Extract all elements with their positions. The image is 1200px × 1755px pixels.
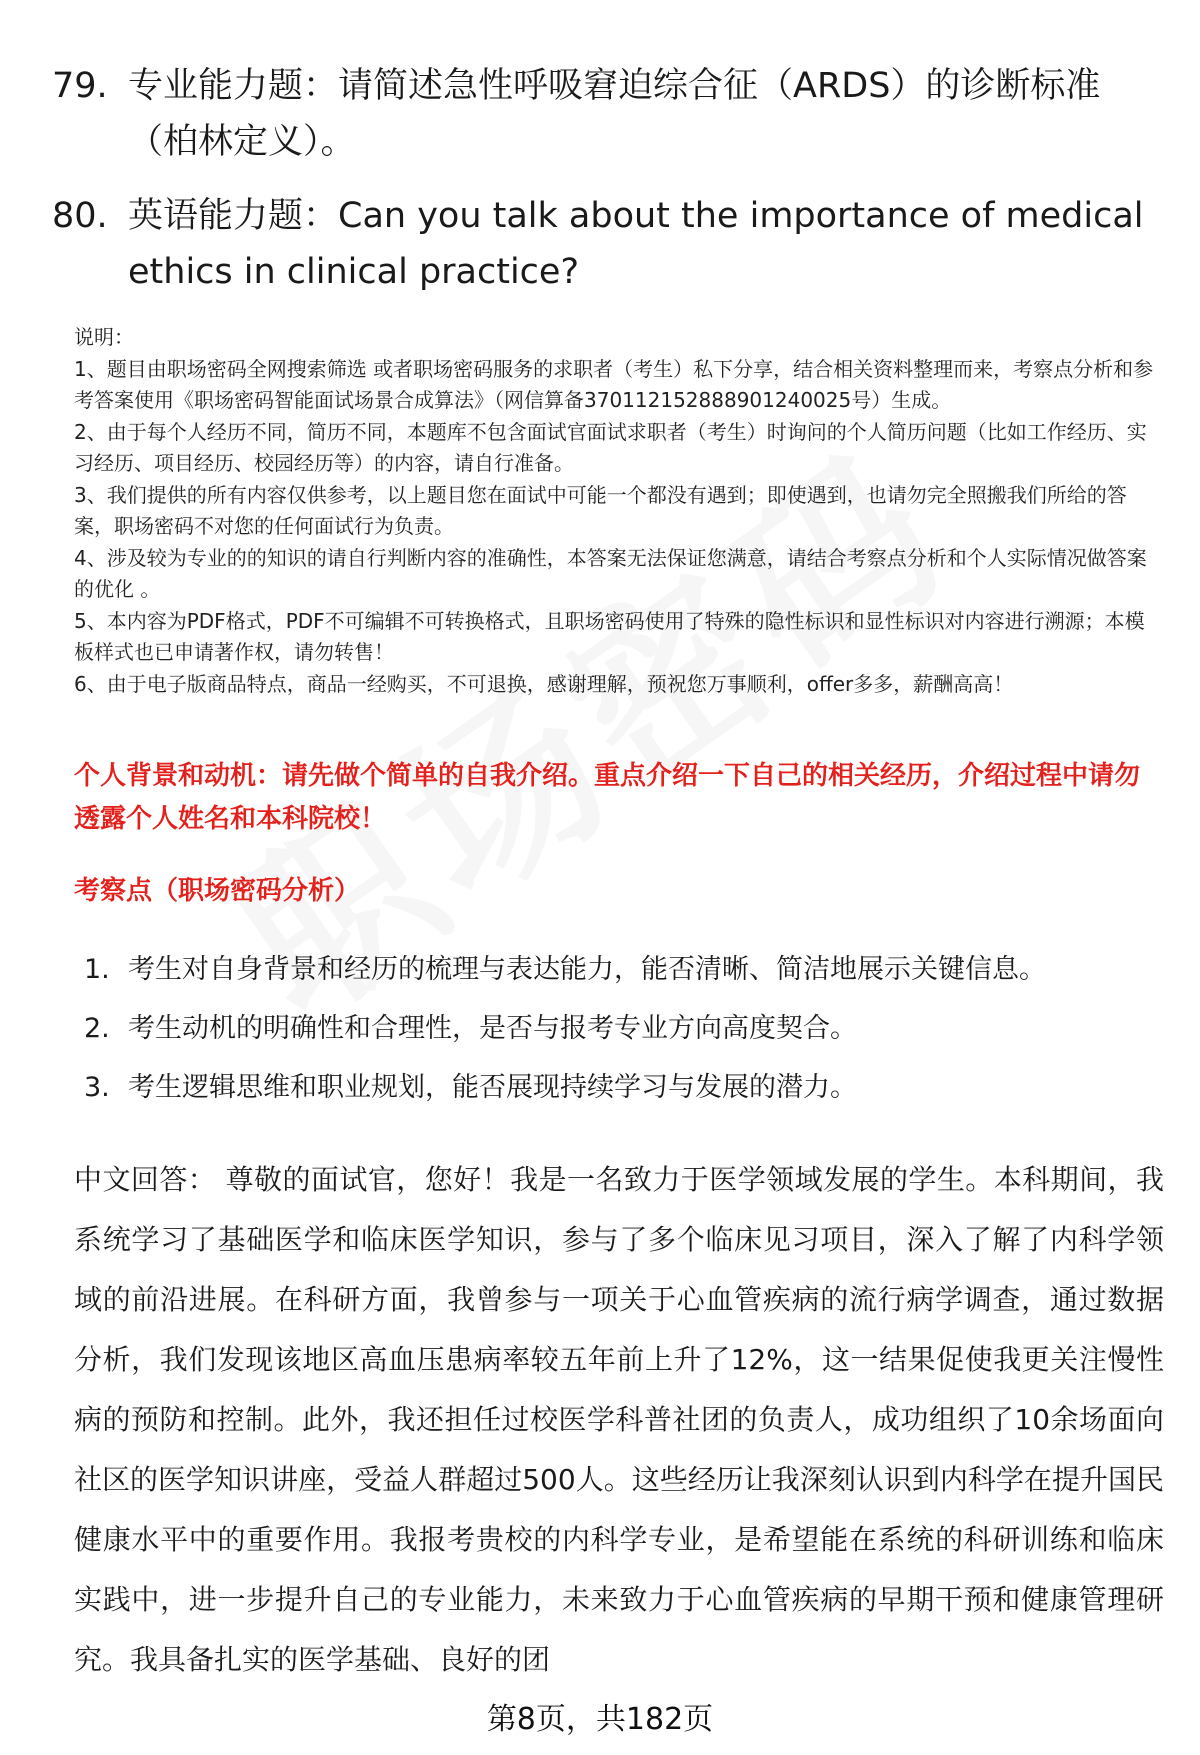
note-item: 4、涉及较为专业的的知识的请自行判断内容的准确性，本答案无法保证您满意，请结合考察点分析和个人实际情况做答案的优化 。	[74, 545, 1147, 601]
question-text: 英语能力题：Can you talk about the importance of medical ethics in clinical practice?	[128, 196, 1144, 292]
answer-text: 中文回答： 尊敬的面试官，您好！我是一名致力于医学领域发展的学生。本科期间，我系统学习了基础医学和临床医学知识，参与了多个临床见习项目，深入了解了内科学领域的前沿进展。在科研方面，我曾参与一项关于心血管疾病的流行病学调查，通过数据分析，我们发现该地区高血压患病率较五年前上升了12%，这一结果促使我更关注慢性病的预防和控制。此外，我还担任过校医学科普社团的负责人，成功组织了10余场面向社区的医学知识讲座，受益人群超过500人。这些经历让我深刻认识到内科学在提升国民健康水平中的重要作用。我报考贵校的内科学专业，是希望能在系统的科研训练和临床实践中，进一步提升自己的专业能力，未来致力于心血管疾病的早期干预和健康管理研究。我具备扎实的医学基础、良好的团	[74, 1163, 1164, 1676]
point-text: 考生逻辑思维和职业规划，能否展现持续学习与发展的潜力。	[128, 1072, 857, 1103]
question-79	[52, 58, 1162, 170]
analysis-heading: 考察点（职场密码分析）	[74, 876, 361, 906]
point-number: 2.	[84, 1013, 110, 1044]
note-item: 6、由于电子版商品特点，商品一经购买，不可退换，感谢理解，预祝您万事顺利，offer多多，薪酬高高！	[74, 671, 1014, 696]
point-number: 3.	[84, 1072, 110, 1103]
notes-title: 说明：	[74, 325, 134, 349]
list-item	[74, 940, 1164, 999]
note-item: 3、我们提供的所有内容仅供参考，以上题目您在面试中可能一个都没有遇到；即使遇到，也请勿完全照搬我们所给的答案，职场密码不对您的任何面试行为负责。	[74, 482, 1127, 538]
analysis-points	[74, 940, 1164, 1117]
note-item: 5、本内容为PDF格式，PDF不可编辑不可转换格式，且职场密码使用了特殊的隐性标识和显性标识对内容进行溯源；本模板样式也已申请著作权，请勿转售！	[74, 608, 1145, 664]
question-80	[52, 188, 1162, 300]
point-text: 考生对自身背景和经历的梳理与表达能力，能否清晰、简洁地展示关键信息。	[128, 954, 1046, 985]
notes-section	[74, 322, 1164, 700]
point-number: 1.	[84, 954, 110, 985]
point-text: 考生动机的明确性和合理性，是否与报考专业方向高度契合。	[128, 1013, 857, 1044]
note-item: 1、题目由职场密码全网搜索筛选 或者职场密码服务的求职者（考生）私下分享，结合相关资料整理而来，考察点分析和参考答案使用《职场密码智能面试场景合成算法》（网信算备370112152888901240025号）生成。	[74, 356, 1154, 412]
question-number: 79.	[52, 66, 108, 106]
list-item	[74, 1058, 1164, 1117]
question-number: 80.	[52, 196, 108, 236]
page-footer: 第8页，共182页	[486, 1702, 714, 1737]
list-item	[74, 999, 1164, 1058]
question-text: 专业能力题：请简述急性呼吸窘迫综合征（ARDS）的诊断标准（柏林定义）。	[128, 66, 1101, 162]
note-item: 2、由于每个人经历不同，简历不同，本题库不包含面试官面试求职者（考生）时询问的个人简历问题（比如工作经历、实习经历、项目经历、校园经历等）的内容，请自行准备。	[74, 419, 1147, 475]
intro-question: 个人背景和动机：请先做个简单的自我介绍。重点介绍一下自己的相关经历，介绍过程中请勿透露个人姓名和本科院校！	[74, 761, 1141, 834]
